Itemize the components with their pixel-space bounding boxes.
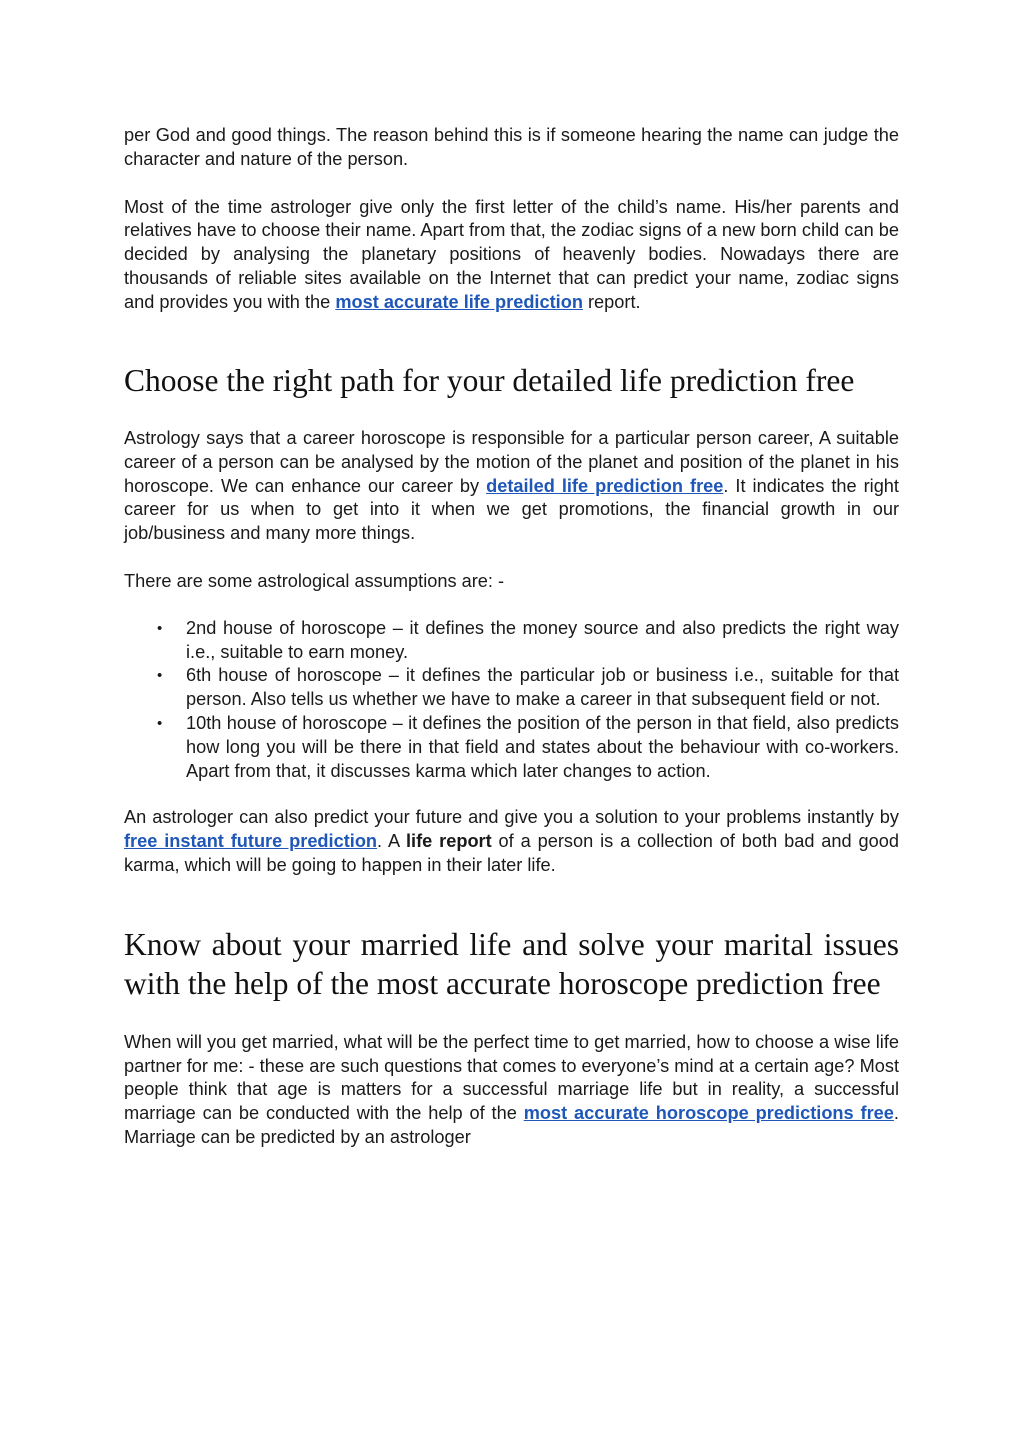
- career-paragraph: [124, 427, 899, 546]
- section-heading-career: Choose the right path for your detailed life prediction free: [124, 362, 855, 398]
- life-report-bold: life report: [405, 831, 492, 852]
- assumptions-intro: There are some astrological assumptions are: -: [124, 571, 505, 592]
- most-accurate-life-prediction-link[interactable]: most accurate life prediction: [335, 291, 583, 312]
- most-accurate-horoscope-predictions-free-link[interactable]: most accurate horoscope predictions free: [523, 1103, 894, 1124]
- paragraph-text: An astrologer can also predict your future and give you a solution to your problems instantly by: [124, 807, 899, 828]
- free-instant-future-prediction-link[interactable]: free instant future prediction: [124, 831, 378, 852]
- paragraph-text: report.: [582, 291, 641, 312]
- assumptions-list: [124, 617, 899, 784]
- future-prediction-paragraph: [124, 806, 899, 877]
- intro-paragraph: per God and good things. The reason behind this is if someone hearing the name can judge the character and nature of the person.: [124, 125, 899, 169]
- paragraph-text: . A: [377, 831, 406, 852]
- paragraph-text: . Marriage can be predicted by an astrologer: [124, 1103, 899, 1148]
- paragraph-text: Most of the time astrologer give only the first letter of the child’s name. His/her parents and relatives have to choose their name. Apart from that, the zodiac signs of a new born child can be decided by analysing the planetary positions of heavenly bodies. Nowadays there are thousands of reliable sites available on the Internet that can predict your name, zodiac signs and provides you with the: [124, 196, 899, 312]
- list-item: • 6th house of horoscope – it defines the particular job or business i.e., suitable for that person. Also tells us whether we have to make a career in that subsequent field or not.: [124, 664, 899, 712]
- list-item: • 10th house of horoscope – it defines the position of the person in that field, also predicts how long you will be there in that field and states about the behaviour with co-workers. Apart from that, it discusses karma which later changes to action.: [124, 712, 899, 783]
- document-body: [124, 124, 899, 1150]
- detailed-life-prediction-free-link[interactable]: detailed life prediction free: [486, 475, 724, 496]
- astrologer-name-paragraph: [124, 196, 899, 315]
- section-heading-marriage: Know about your married life and solve your marital issues with the help of the most accurate horoscope prediction free: [124, 926, 899, 1002]
- marriage-paragraph: [124, 1031, 899, 1150]
- list-item: • 2nd house of horoscope – it defines the money source and also predicts the right way i.e., suitable to earn money.: [124, 617, 899, 665]
- paragraph-text: When will you get married, what will be the perfect time to get married, how to choose a wise life partner for me: - these are such questions that comes to everyone’s mind at a certain age? Most people think that age is matters for a successful marriage life but in reality, a successful marriage can be conducted with the help of the: [124, 1031, 899, 1124]
- paragraph-text: Astrology says that a career horoscope is responsible for a particular person career, A suitable career of a person can be analysed by the motion of the planet and position of the planet in his horoscope. We can enhance our career by: [124, 428, 899, 496]
- paragraph-text: . It indicates the right career for us when to get into it when we get promotions, the financial growth in our job/business and many more things.: [124, 475, 899, 544]
- paragraph-text: of a person is a collection of both bad and good karma, which will be going to happen in their later life.: [124, 831, 899, 876]
